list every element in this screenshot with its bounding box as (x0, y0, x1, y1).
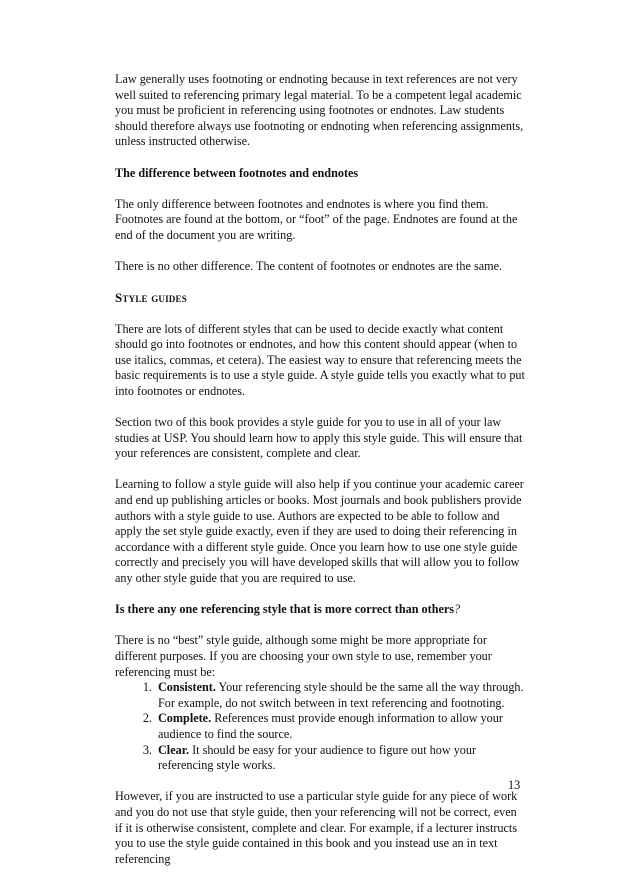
no-difference-paragraph: There is no other difference. The content of footnotes or endnotes are the same. (115, 259, 503, 274)
best-style-paragraph: There is no “best” style guide, although some might be more appropriate for different purposes. If you are choosing your own style to use, remember your referencing must be: (115, 633, 492, 679)
list-item-term: Consistent. (158, 680, 216, 695)
best-style-heading-text: Is there any one referencing style that is more correct than others (115, 602, 455, 617)
list-item (155, 680, 525, 711)
learning-paragraph: Learning to follow a style guide will also help if you continue your academic career and end up publishing articles or books. Most journals and book publishers provide authors with a style guide to use. Authors are expected to be able to follow and apply the set style guide exactly, even if they are used to doing their referencing in accordance with a different style guide. Once you learn how to use one style guide correctly and precisely you will have developed skills that will allow you to follow any other style guide that you are required to use. (115, 477, 524, 585)
footnotes-endnotes-heading: The difference between footnotes and endnotes (115, 165, 359, 180)
difference-paragraph: The only difference between footnotes and endnotes is where you find them. Footnotes are found at the bottom, or “foot” of the page. Endnotes are found at the end of the document you are writing. (115, 196, 518, 242)
list-item (155, 711, 525, 742)
best-style-heading-mark: ? (454, 602, 461, 617)
style-guides-heading: Style guides (115, 290, 187, 306)
list-item-text: It should be easy for your audience to figure out how your referencing style works. (158, 742, 477, 773)
list-item-text: References must provide enough information to allow your audience to find the source. (158, 711, 503, 741)
list-item-term: Complete. (158, 711, 212, 726)
list-item (155, 743, 525, 774)
section-two-paragraph: Section two of this book provides a style guide for you to use in all of your law studies at USP. You should learn how to apply this style guide. This will ensure that your references are consistent, complete and clear. (115, 415, 523, 461)
however-paragraph: However, if you are instructed to use a particular style guide for any piece of work and you do not use that style guide, then your referencing will not be correct, even if it is otherwise consistent, complete and clear. For example, if a lecturer instructs you to use the style guide contained in this book and you instead use an in text referencing (115, 789, 518, 866)
style-guides-paragraph: There are lots of different styles that can be used to decide exactly what content should go into footnotes or endnotes, and how this content should appear (when to use italics, commas, et cetera). The easiest way to ensure that referencing meets the basic requirements is to use a style guide. A style guide tells you exactly what to put into footnotes or endnotes. (115, 321, 525, 398)
list-item-term: Clear. (158, 742, 190, 757)
page-number: 13 (508, 778, 521, 792)
best-style-heading (115, 602, 525, 618)
referencing-criteria-list (115, 680, 525, 774)
list-item-text: Your referencing style should be the same all the way through. For example, do not switch between in text referencing and footnoting. (158, 680, 524, 710)
intro-paragraph: Law generally uses footnoting or endnoting because in text references are not very well suited to referencing primary legal material. To be a competent legal academic you must be proficient in referencing using footnotes or endnotes. Law students should therefore always use footnoting or endnoting when referencing assignments, unless instructed otherwise. (115, 72, 524, 149)
page-content (115, 72, 525, 883)
